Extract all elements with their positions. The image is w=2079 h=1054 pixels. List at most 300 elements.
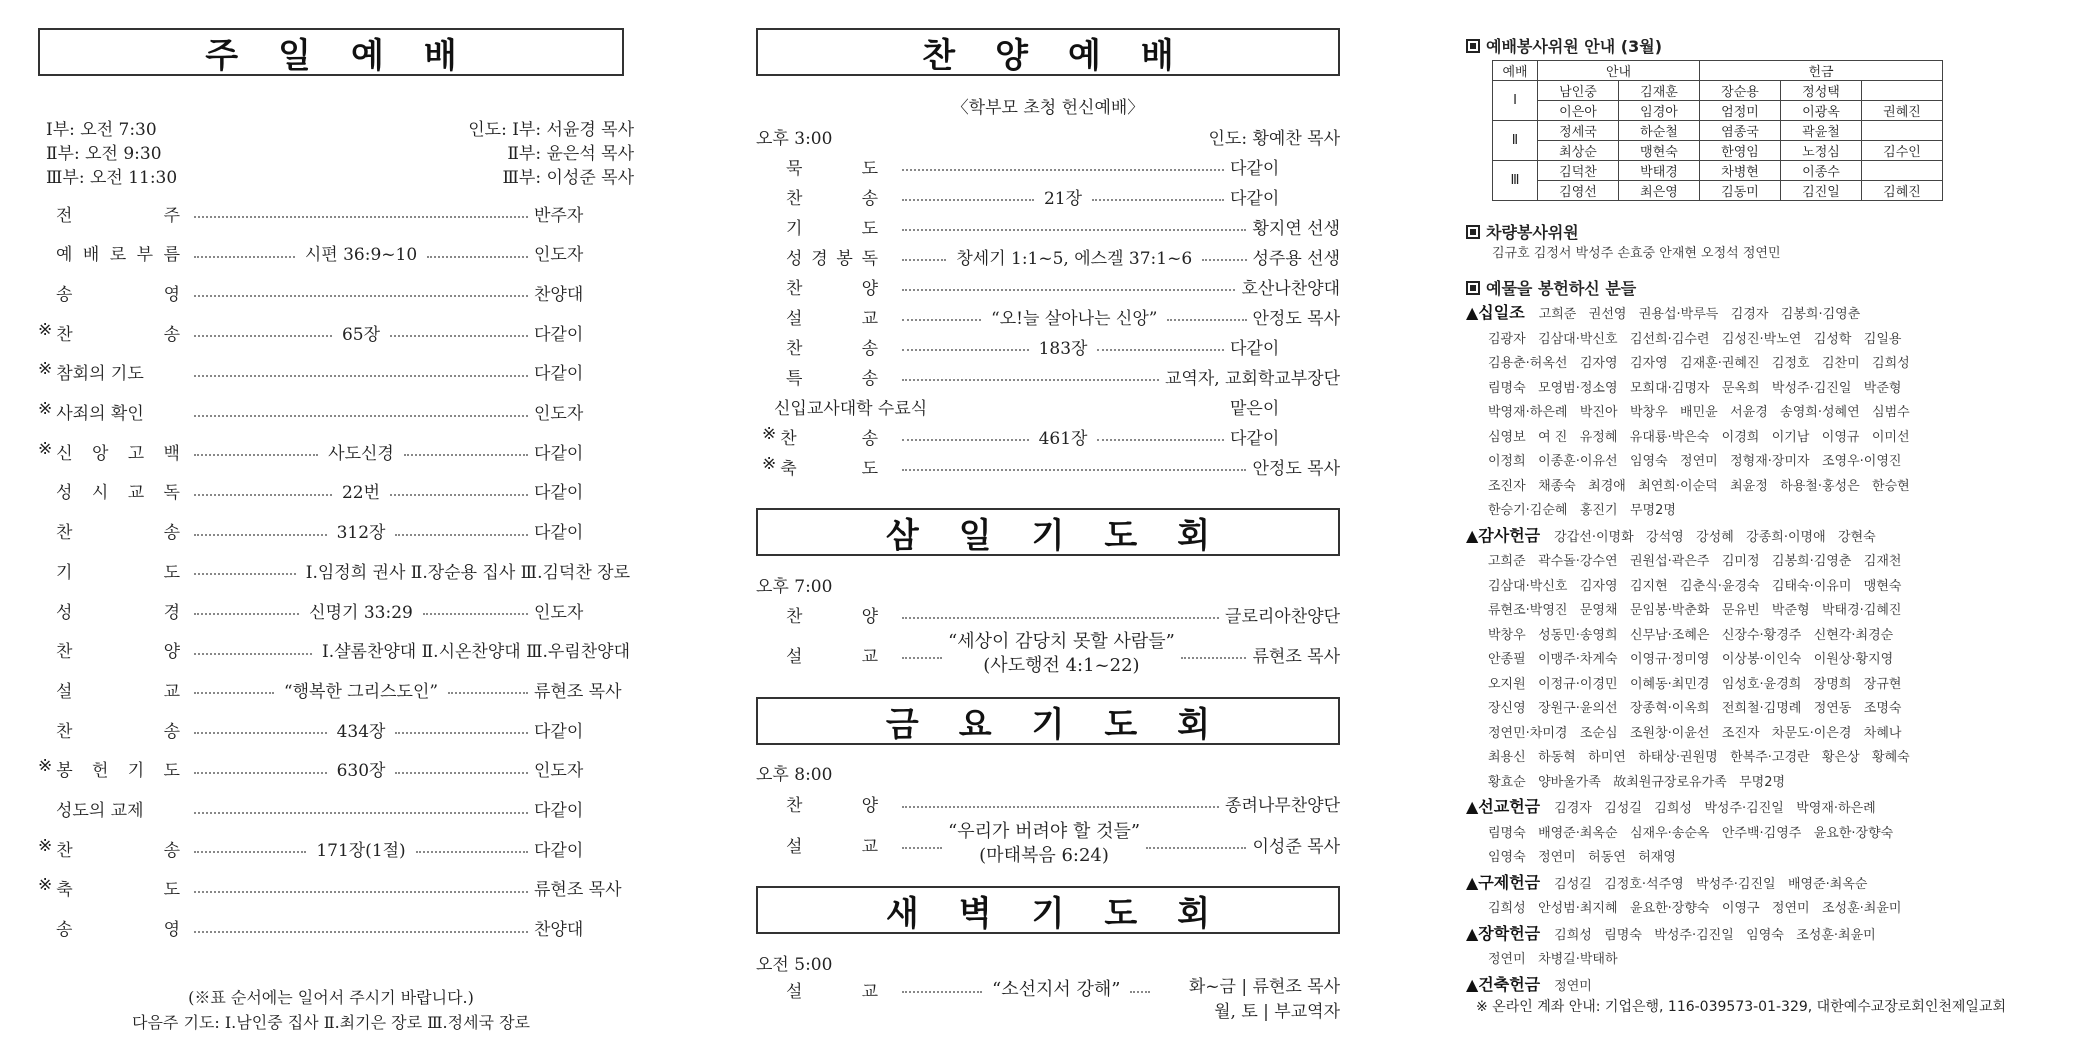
offering-category: ▲건축헌금 [1466,974,1541,994]
dawn-preacher-weekdays: 화~금 | 류현조 목사 [1188,977,1340,997]
label-text: 찬 송 [56,324,180,345]
item-label [756,274,896,299]
sunday-times [46,118,177,190]
volunteer-name-cell: 엄정미 [1700,101,1781,121]
offering-names: 고희준 권선영 권용섭·박루득 김경자 김봉희·김영춘 [1538,307,1861,322]
item-detail: 183장 [1038,338,1088,359]
item-label [38,875,188,900]
evening-services-column [756,0,1340,1054]
item-label [38,836,188,861]
offering-names: 정연미 [1554,978,1592,994]
table-header-row [1493,61,1943,81]
volunteers-heading [1466,34,1662,57]
item-detail: Ⅰ.샬롬찬양대 Ⅱ.시온찬양대 Ⅲ.우림찬양대 [321,642,630,663]
sunday-order-item [38,518,634,544]
label-text: 설 교 [786,982,878,1002]
praise-order-item [756,333,1340,359]
label-text: 찬 양 [786,606,878,627]
offering-names-line [1466,624,2062,649]
volunteer-name-cell: 정성택 [1781,81,1862,101]
label-text: 찬 송 [786,188,878,209]
sunday-title: 주일예배 [38,28,624,76]
sunday-order-item [38,240,634,266]
item-person: 이성준 목사 [1252,836,1340,857]
label-text: 설 교 [786,836,878,857]
offerings-list [1466,301,2062,999]
praise-order-item [756,243,1340,269]
volunteer-name-cell [1862,121,1943,141]
item-person: 찬양대 [534,920,584,941]
dot-leader [902,169,1224,171]
praise-order-item [756,153,1340,179]
square-bullet-icon [1466,225,1480,239]
item-person: 다같이 [1230,428,1280,449]
item-detail: 시편 36:9~10 [304,245,418,266]
standing-mark: ※ [38,875,53,896]
dot-leader [194,534,327,536]
offering-names: 최용신 하동혁 하미연 하태상·권원명 한복주·고경란 황은상 황혜숙 [1488,750,1910,765]
dawn-title: 새벽기도회 [756,886,1340,934]
item-detail: 21장 [1043,188,1083,209]
sunday-leader-3: Ⅲ부: 이성준 목사 [502,168,634,188]
offering-group [1466,301,2062,524]
item-person: 다같이 [1230,338,1280,359]
offering-names-line [1466,648,2062,673]
label-text: 신 앙 고 백 [56,443,180,464]
dot-leader [1097,349,1224,351]
item-person: 다같이 [534,364,584,385]
offering-names: 림명숙 모영범·정소영 모희대·김명자 문옥희 박성주·김진일 박준형 [1488,380,1902,396]
volunteer-name-cell: 이은아 [1538,101,1619,121]
volunteer-name-cell: 임경아 [1619,101,1700,121]
label-text: 찬 양 [786,278,878,299]
offering-names-line [1466,401,2062,426]
dawn-item-sermon [756,975,1340,1025]
item-detail: 창세기 1:1~5, 에스겔 37:1~6 [956,248,1193,269]
item-label [756,214,896,239]
dot-leader [390,494,528,496]
item-label [756,791,896,816]
offering-category: ▲십일조 [1466,303,1525,322]
offering-names: 김성길 김정호·석주영 박성주·김진일 배영준·최옥순 [1554,876,1868,892]
offerings-heading [1466,276,1636,299]
label-text: 신입교사대학 수료식 [774,398,928,419]
offering-names-line [1466,746,2062,771]
offering-names: 김희성 림명숙 박성주·김진일 임영숙 조성훈·최윤미 [1554,927,1876,943]
offering-names: 안종필 이맹주·차계숙 이영규·정미영 이상봉·이인숙 이원상·황지영 [1488,652,1894,667]
label-text: 축 도 [56,880,180,901]
label-text: 기 도 [56,562,180,583]
label-text: 찬 송 [56,721,180,742]
dot-leader [1146,847,1246,849]
standing-mark: ※ [38,399,53,419]
volunteer-name-cell [1862,81,1943,101]
item-person: 류현조 목사 [534,681,622,702]
label-text: 묵 도 [786,158,878,179]
sunday-worship-column [38,0,634,1054]
volunteers-heading-text: 예배봉사위원 안내 (3월) [1486,37,1663,56]
volunteer-name-cell: 김덕찬 [1538,161,1619,181]
standing-mark: ※ [762,453,777,474]
volunteer-name-cell: 최은영 [1619,181,1700,201]
item-person: 인도자 [534,245,584,266]
dot-leader [194,573,296,575]
label-text: 설 교 [56,681,180,702]
item-person: 인도자 [534,761,584,782]
offering-group [1466,871,2062,922]
offering-names: 김광자 김삼대·박신호 김선희·김수련 김성진·박노연 김성학 김일용 [1488,331,1902,347]
table-row [1493,121,1943,141]
standing-mark: ※ [38,319,53,340]
item-label [756,154,896,179]
offering-names: 림명숙 배영준·최옥순 심재우·송순옥 안주백·김영주 윤요한·장향숙 [1488,825,1894,841]
dot-leader [395,732,528,734]
item-person: 안정도 목사 [1252,308,1341,329]
dot-leader [194,891,528,893]
offering-names-line [1466,328,2062,353]
offering-names-line [1466,377,2062,402]
offering-names: 박영재·하은례 박진아 박창우 배민윤 서윤경 송영희·성혜연 심범수 [1488,405,1910,420]
offering-names: 정연미 차병길·박태하 [1488,952,1618,967]
offering-names-line [1466,524,2062,551]
header-offering: 헌금 [1700,61,1943,81]
dot-leader [194,494,332,496]
volunteer-name-cell [1862,161,1943,181]
label-text: 찬 양 [56,642,180,663]
praise-order-item [756,423,1340,449]
praise-subtitle: 〈학부모 초청 헌신예배〉 [951,98,1145,118]
offering-names: 심영보 여 진 유정혜 유대룡·박은숙 이경희 이기남 이영규 이미선 [1488,429,1910,445]
item-person: 맡은이 [1230,398,1280,419]
offering-names: 한승기·김순혜 홍진기 무명2명 [1488,503,1676,518]
sermon-scripture: (마태복음 6:24) [979,845,1109,866]
sermon-title: “우리가 버려야 할 것들” [948,821,1141,842]
item-label [756,364,896,389]
dawn-time: 오전 5:00 [756,955,833,975]
dot-leader [194,454,318,456]
item-person: 찬양대 [534,284,584,305]
volunteers-offerings-column [1462,0,2062,1054]
item-label [756,304,896,329]
item-person: 다같이 [534,443,584,464]
item-detail: Ⅰ.임정희 권사 Ⅱ.장순용 집사 Ⅲ.김덕찬 장로 [305,562,630,583]
label-text: 예 배 로 부 름 [56,245,180,266]
item-person: 호산나찬양대 [1241,278,1340,299]
volunteer-name-cell: 김혜진 [1862,181,1943,201]
offering-names-line [1466,697,2062,722]
offering-names-line [1466,301,2062,328]
volunteer-name-cell: 김동미 [1700,181,1781,201]
item-label [38,478,188,503]
service-cell: Ⅲ [1493,161,1538,201]
label-text: 봉 헌 기 도 [56,761,180,782]
offering-names-line [1466,550,2062,575]
volunteer-name-cell: 박태경 [1619,161,1700,181]
sunday-order-item [38,478,634,504]
praise-order-item [756,213,1340,239]
volunteer-name-cell: 이종수 [1781,161,1862,181]
dot-leader [194,415,528,417]
offering-names: 정연민·차미경 조순심 조원창·이윤선 조진자 차문도·이은경 차혜나 [1488,725,1902,741]
dot-leader [194,772,327,774]
offering-names-line [1466,450,2062,475]
dot-leader [1167,319,1246,321]
item-label [756,975,896,1002]
dot-leader [194,295,528,297]
label-text: 설 교 [786,308,878,329]
dot-leader [194,216,528,218]
item-person: 인도자 [534,404,584,424]
label-text: 참회의 기도 [56,364,144,385]
offering-names: 강갑선·이명화 강석영 강성혜 강종희·이명애 강현숙 [1554,529,1876,545]
sermon-title-block [948,630,1175,678]
label-text: 송 영 [56,284,180,305]
sunday-time-1: Ⅰ부: 오전 7:30 [46,120,157,140]
volunteers-table [1492,60,1943,201]
dot-leader [902,617,1219,619]
standing-mark: ※ [38,438,53,459]
item-person: 글로리아찬양단 [1225,606,1340,627]
friday-item-praise [756,790,1340,816]
label-text: 성 경 봉 독 [786,248,878,269]
table-row [1493,101,1943,121]
offering-names-line [1466,846,2062,871]
dot-leader [902,657,942,659]
praise-leader: 인도: 황예찬 목사 [1208,129,1340,149]
offering-names: 김삼대·박신호 김자영 김지현 김춘식·윤경숙 김태숙·이유미 맹현숙 [1488,578,1902,594]
dot-leader [194,851,306,853]
dot-leader [194,732,327,734]
label-text: 전 주 [56,205,180,226]
item-label [756,334,896,359]
dot-leader [902,289,1235,291]
dot-leader [1202,259,1246,261]
item-person: 성주용 선생 [1252,248,1341,269]
item-person: 다같이 [1230,158,1280,179]
volunteer-name-cell: 맹현숙 [1619,141,1700,161]
item-person: 안정도 목사 [1252,458,1340,479]
dot-leader [194,256,295,258]
sunday-order-item [38,915,634,941]
dot-leader [902,806,1219,808]
sunday-order-item [38,557,634,583]
dot-leader [902,319,981,321]
item-detail: 65장 [341,324,381,345]
offering-names-line [1466,499,2062,524]
sunday-time-2: Ⅱ부: 오전 9:30 [46,144,162,164]
volunteer-name-cell: 김수인 [1862,141,1943,161]
offering-names-line [1466,922,2062,949]
dot-leader [395,772,528,774]
offering-category: ▲구제헌금 [1466,872,1541,892]
offering-names-line [1466,426,2062,451]
item-person: 다같이 [534,523,584,544]
dot-leader [416,851,528,853]
dawn-preacher-weekend: 월, 토 | 부교역자 [1214,1002,1340,1022]
dot-leader [448,692,528,694]
offering-names: 김희성 안성범·최지혜 윤요한·장향숙 이영구 정연미 조성훈·최윤미 [1488,901,1902,916]
table-row [1493,181,1943,201]
dot-leader [902,259,946,261]
item-label [38,796,188,821]
dot-leader [194,335,332,337]
offering-names: 김용춘·허옥선 김자영 김자영 김재훈·권혜진 김정호 김찬미 김희성 [1488,356,1910,371]
item-label [756,602,896,627]
volunteer-name-cell: 염종국 [1700,121,1781,141]
dot-leader [902,349,1029,351]
item-detail: 461장 [1038,428,1088,449]
sunday-order-item [38,438,634,464]
label-text: 축 도 [780,458,878,479]
offering-names-line [1466,948,2062,973]
item-label [38,280,188,305]
praise-order-item [756,363,1340,389]
offering-names: 이정희 이종훈·이유선 임영숙 정연미 정형재·장미자 조영우·이영진 [1488,454,1902,469]
dot-leader [404,454,528,456]
item-label [38,756,188,781]
dot-leader [194,692,274,694]
dot-leader [902,229,1246,231]
dot-leader [1092,199,1224,201]
dot-leader [194,653,312,655]
volunteer-name-cell: 이광옥 [1781,101,1862,121]
sunday-order-item [38,200,634,226]
item-person: 다같이 [534,801,584,821]
sunday-order-item [38,359,634,385]
dot-leader [423,613,528,615]
header-service: 예배 [1493,61,1538,81]
parking-names: 김규호 김정서 박성주 손효중 안재현 오정석 정연민 [1492,246,1781,261]
item-person: 반주자 [534,205,584,226]
volunteer-name-cell: 정세국 [1538,121,1619,141]
volunteer-name-cell: 곽윤철 [1781,121,1862,141]
offering-group [1466,795,2062,871]
volunteer-name-cell: 노정심 [1781,141,1862,161]
sermon-title-block [948,820,1140,868]
sunday-time-3: Ⅲ부: 오전 11:30 [46,168,178,188]
sunday-order-item [38,279,634,305]
item-label [38,320,188,345]
offering-names-line [1466,722,2062,747]
item-detail: 171장(1절) [316,840,406,861]
item-label [38,359,188,384]
item-person: 다같이 [1230,188,1280,209]
online-account-info: ※ 온라인 계좌 안내: 기업은행, 116-039573-01-329, 대한예수교장로회인천제일교회 [1476,999,2007,1015]
offering-names-line [1466,771,2062,796]
dawn-sermon-title: “소선지서 강해” [992,979,1121,1000]
dot-leader [194,931,528,933]
table-row [1493,161,1943,181]
sunday-order-item [38,399,634,425]
label-text: 찬 송 [56,840,180,861]
offering-category: ▲감사헌금 [1466,525,1541,545]
volunteer-name-cell: 김진일 [1781,181,1862,201]
offering-names-line [1466,575,2062,600]
item-person: 류현조 목사 [534,880,622,901]
item-detail: 434장 [336,721,386,742]
item-label [38,558,188,583]
item-person: 황지연 선생 [1252,218,1340,239]
item-detail: 630장 [336,761,386,782]
item-label [38,677,188,702]
dot-leader [1181,657,1247,659]
item-label [38,915,188,940]
item-person: 교역자, 교회학교부장단 [1164,368,1340,389]
item-person: 다같이 [534,840,584,861]
offering-names-line [1466,352,2062,377]
sunday-order-item [38,875,634,901]
volunteer-name-cell: 차병현 [1700,161,1781,181]
volunteer-name-cell: 한영임 [1700,141,1781,161]
label-text: 성 시 교 독 [56,483,180,504]
volunteer-name-cell: 하순철 [1619,121,1700,141]
service-cell: Ⅰ [1493,81,1538,121]
header-usher: 안내 [1538,61,1700,81]
dot-leader [395,534,528,536]
offering-names: 황효순 양바울가족 故최원규장로유가족 무명2명 [1488,774,1786,790]
item-label [756,184,896,209]
item-person: 류현조 목사 [1252,646,1340,667]
item-label [38,717,188,742]
item-label [756,642,896,667]
service-cell: Ⅱ [1493,121,1538,161]
label-text: 찬 송 [56,523,180,544]
dot-leader [902,379,1159,381]
sunday-leaders [468,118,634,190]
standing-mark: ※ [38,835,53,856]
friday-item-sermon [756,818,1340,870]
offering-names: 조진자 채종숙 최경애 최연희·이순덕 최윤정 하용철·홍성은 한승현 [1488,478,1910,494]
sunday-order-item [38,716,634,742]
sunday-order-item [38,756,634,782]
item-label [38,637,188,662]
wednesday-title: 삼일기도회 [756,508,1340,556]
wednesday-item-praise [756,601,1340,627]
volunteer-name-cell: 김재훈 [1619,81,1700,101]
item-label [756,424,896,449]
item-detail: 312장 [336,523,386,544]
offering-category: ▲선교헌금 [1466,797,1541,816]
offering-names: 장신영 장원구·윤의선 장종혁·이옥희 전희철·김명례 정연동 조명숙 [1488,701,1902,716]
item-label [756,244,896,269]
offering-names-line [1466,871,2062,898]
praise-title: 찬양예배 [756,28,1340,76]
dot-leader [1097,439,1224,441]
volunteer-name-cell: 김영선 [1538,181,1619,201]
item-label [38,598,188,623]
offering-names-line [1466,599,2062,624]
praise-time: 오후 3:00 [756,129,833,149]
standing-mark: ※ [762,423,777,444]
praise-order-item [756,273,1340,299]
sunday-order-item [38,676,634,702]
dot-leader [902,469,1246,471]
item-detail: “오!늘 살아나는 신앙” [991,308,1158,329]
offering-group [1466,922,2062,973]
item-label [756,394,945,419]
item-detail: 신명기 33:29 [309,602,413,623]
label-text: 성 경 [56,602,180,623]
item-person: 종려나무찬양단 [1225,795,1340,816]
item-detail: “행복한 그리스도인” [283,681,439,702]
label-text: 기 도 [786,218,878,239]
label-text: 특 송 [786,368,878,389]
sunday-order-item [38,835,634,861]
dot-leader [902,199,1034,201]
sunday-order-item [38,637,634,663]
dot-leader [427,256,528,258]
sermon-title: “세상이 감당치 못할 사람들” [948,631,1175,652]
